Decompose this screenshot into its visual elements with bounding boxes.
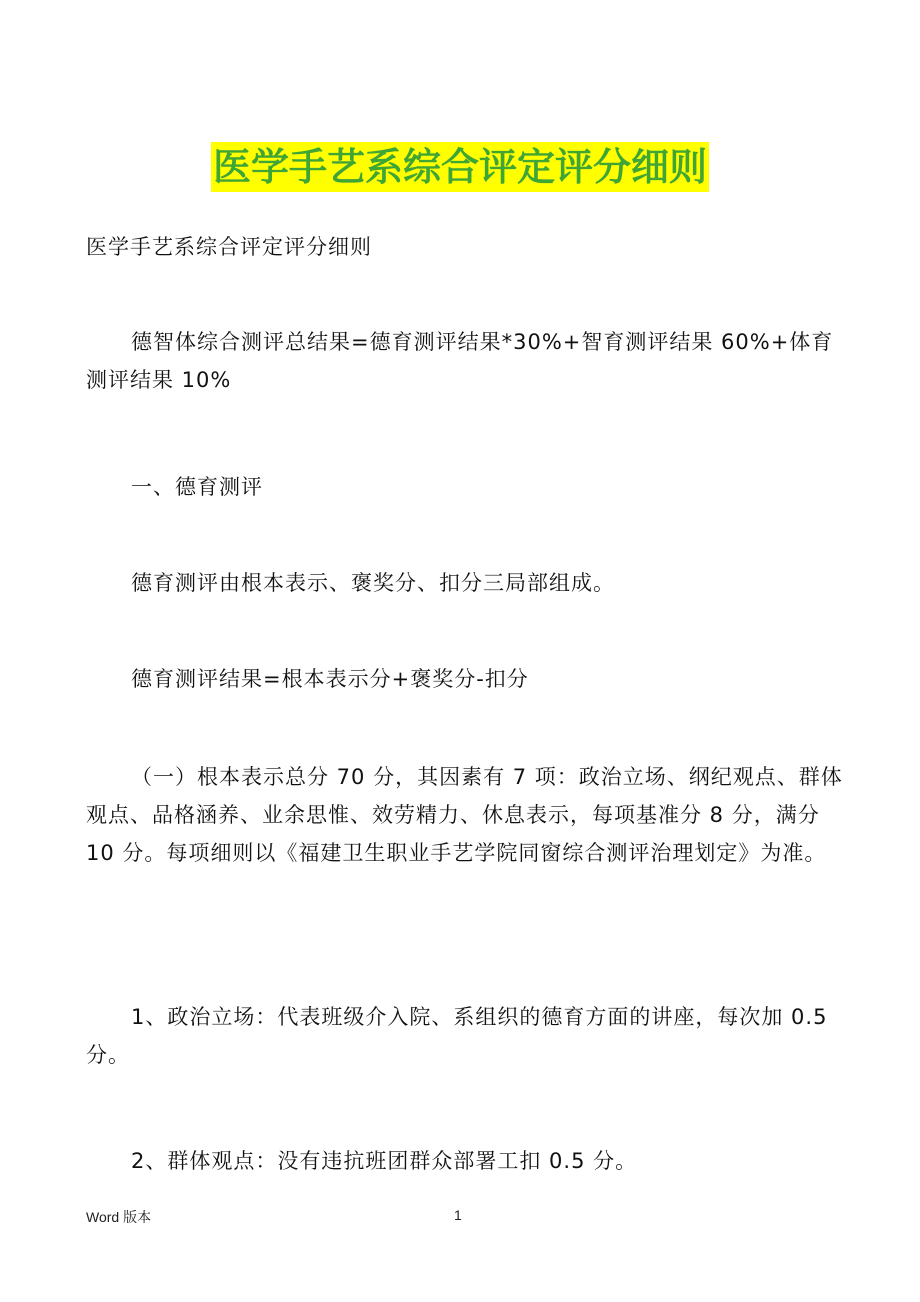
section-heading: 一、德育测评 — [131, 475, 263, 499]
document-subtitle: 医学手艺系综合评定评分细则 — [86, 235, 372, 259]
paragraph: 德育测评结果=根本表示分+褒奖分-扣分 — [131, 667, 529, 691]
footer-label: Word 版本 — [86, 1209, 152, 1225]
page-number: 1 — [454, 1207, 462, 1223]
paragraph: 德育测评由根本表示、褒奖分、扣分三局部组成。 — [131, 571, 615, 595]
paragraph: （一）根本表示总分 70 分，其因素有 7 项：政治立场、纲纪观点、群体观点、品格涵养、业余思惟、效劳精力、休息表示，每项基准分 8 分，满分 10 分。每项细则以《福建卫生职业手艺学院同窗综合测评治理划定》为准。 — [86, 765, 843, 865]
page-title: 医学手艺系综合评定评分细则 — [211, 142, 709, 192]
page-title-wrap — [0, 142, 920, 192]
paragraph: 1、政治立场：代表班级介入院、系组织的德育方面的讲座，每次加 0.5 分。 — [86, 1005, 828, 1067]
paragraph: 2、群体观点：没有违抗班团群众部署工扣 0.5 分。 — [131, 1149, 638, 1173]
paragraph-formula: 德智体综合测评总结果=德育测评结果*30%+智育测评结果 60%+体育测评结果 10% — [86, 330, 834, 392]
